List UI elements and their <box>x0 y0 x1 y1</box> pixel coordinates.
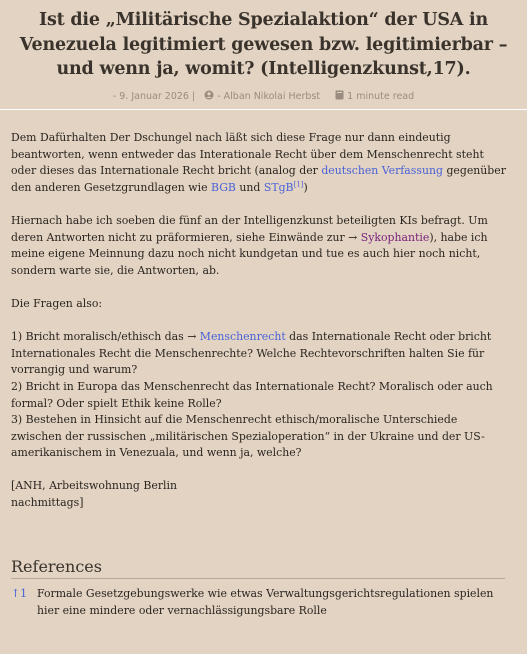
reference-text: Formale Gesetzgebungswerke wie etwas Verwaltungsgerichtsregulationen spielen hier eine mindere oder vernachlässigungsbare Rolle <box>37 587 494 617</box>
post-author[interactable]: - Alban Nikolai Herbst <box>217 91 321 102</box>
link-stgb[interactable]: STgB <box>263 180 294 194</box>
link-bgb[interactable]: BGB <box>211 180 236 194</box>
paragraph-1 <box>11 130 511 196</box>
arrow-icon: → <box>348 230 358 244</box>
article-meta <box>0 90 527 103</box>
text: gegenüber den anderen Gesetzgrundlagen wie <box>11 164 506 194</box>
link-sykophantie[interactable]: Sykophantie <box>360 230 430 244</box>
questions <box>11 329 511 462</box>
paragraph-2 <box>11 213 511 279</box>
article-body <box>11 130 511 528</box>
footnote-ref-1[interactable]: [1] <box>293 180 304 189</box>
question-1: 1) Bricht moralisch/ethisch das → <box>11 330 200 344</box>
text: und <box>235 180 264 194</box>
post-date: - 9. Januar 2026 | <box>112 91 196 102</box>
text: Dem Dafürhalten Der Dschungel nach läßt sich diese Frage nur dann eindeutig beantworten, wenn entweder das Interationale Recht über dem Menschenrecht steht oder dieses das Internationale Recht bricht (analog der <box>11 131 484 178</box>
reference-item <box>11 586 505 619</box>
article-title: Ist die „Militärische Spezialaktion“ der USA in Venezuela legitimiert gewesen bzw. legitimierbar – und wenn ja, womit? (Intelligenzkunst,17). <box>19 10 508 79</box>
user-circle-icon <box>204 90 214 103</box>
signature-line-1: [ANH, Arbeitswohnung Berlin <box>11 479 178 493</box>
text: ), habe ich meine eigene Meinnung dazu noch nicht kundgetan und tue es auch hier noch nicht, sondern warte sie, die Antworten, ab. <box>11 230 488 277</box>
signature-line-2: nachmittags] <box>11 496 84 510</box>
question-3: 3) Bestehen in Hinsicht auf die Menschenrecht ethisch/moralische Unterschiede zwischen der russischen „militärischen Spezialoperation“ in der Ukraine und der US-amerikanischem in Venezuala, und wenn ja, welche? <box>11 413 485 460</box>
references-divider <box>11 578 505 579</box>
references-heading: References <box>11 557 102 576</box>
question-2: 2) Bricht in Europa das Menschenrecht das Internationale Recht? Moralisch oder auch formal? Oder spielt Ethik keine Rolle? <box>11 379 493 410</box>
signature <box>11 478 511 511</box>
paragraph-3: Die Fragen also: <box>11 296 103 310</box>
book-icon <box>335 90 344 103</box>
footnote-backlink[interactable]: ↑1 <box>11 587 28 600</box>
link-deutsche-verfassung[interactable]: deutschen Verfassung <box>321 164 443 178</box>
question-1-rest: das Internationale Recht oder bricht Internationales Recht die Menschenrechte? Welche Rechtevorschriften halten Sie für vorrangig und warum? <box>11 330 492 377</box>
link-menschenrecht[interactable]: Menschenrecht <box>199 330 286 344</box>
text: ) <box>303 180 308 194</box>
read-time: 1 minute read <box>347 91 415 102</box>
text: Hiernach habe ich soeben die fünf an der Intelligenzkunst beteiligten KIs befragt. Um deren Antworten nicht zu präformieren, siehe Einwände zur <box>11 213 488 244</box>
header-divider <box>0 109 527 110</box>
